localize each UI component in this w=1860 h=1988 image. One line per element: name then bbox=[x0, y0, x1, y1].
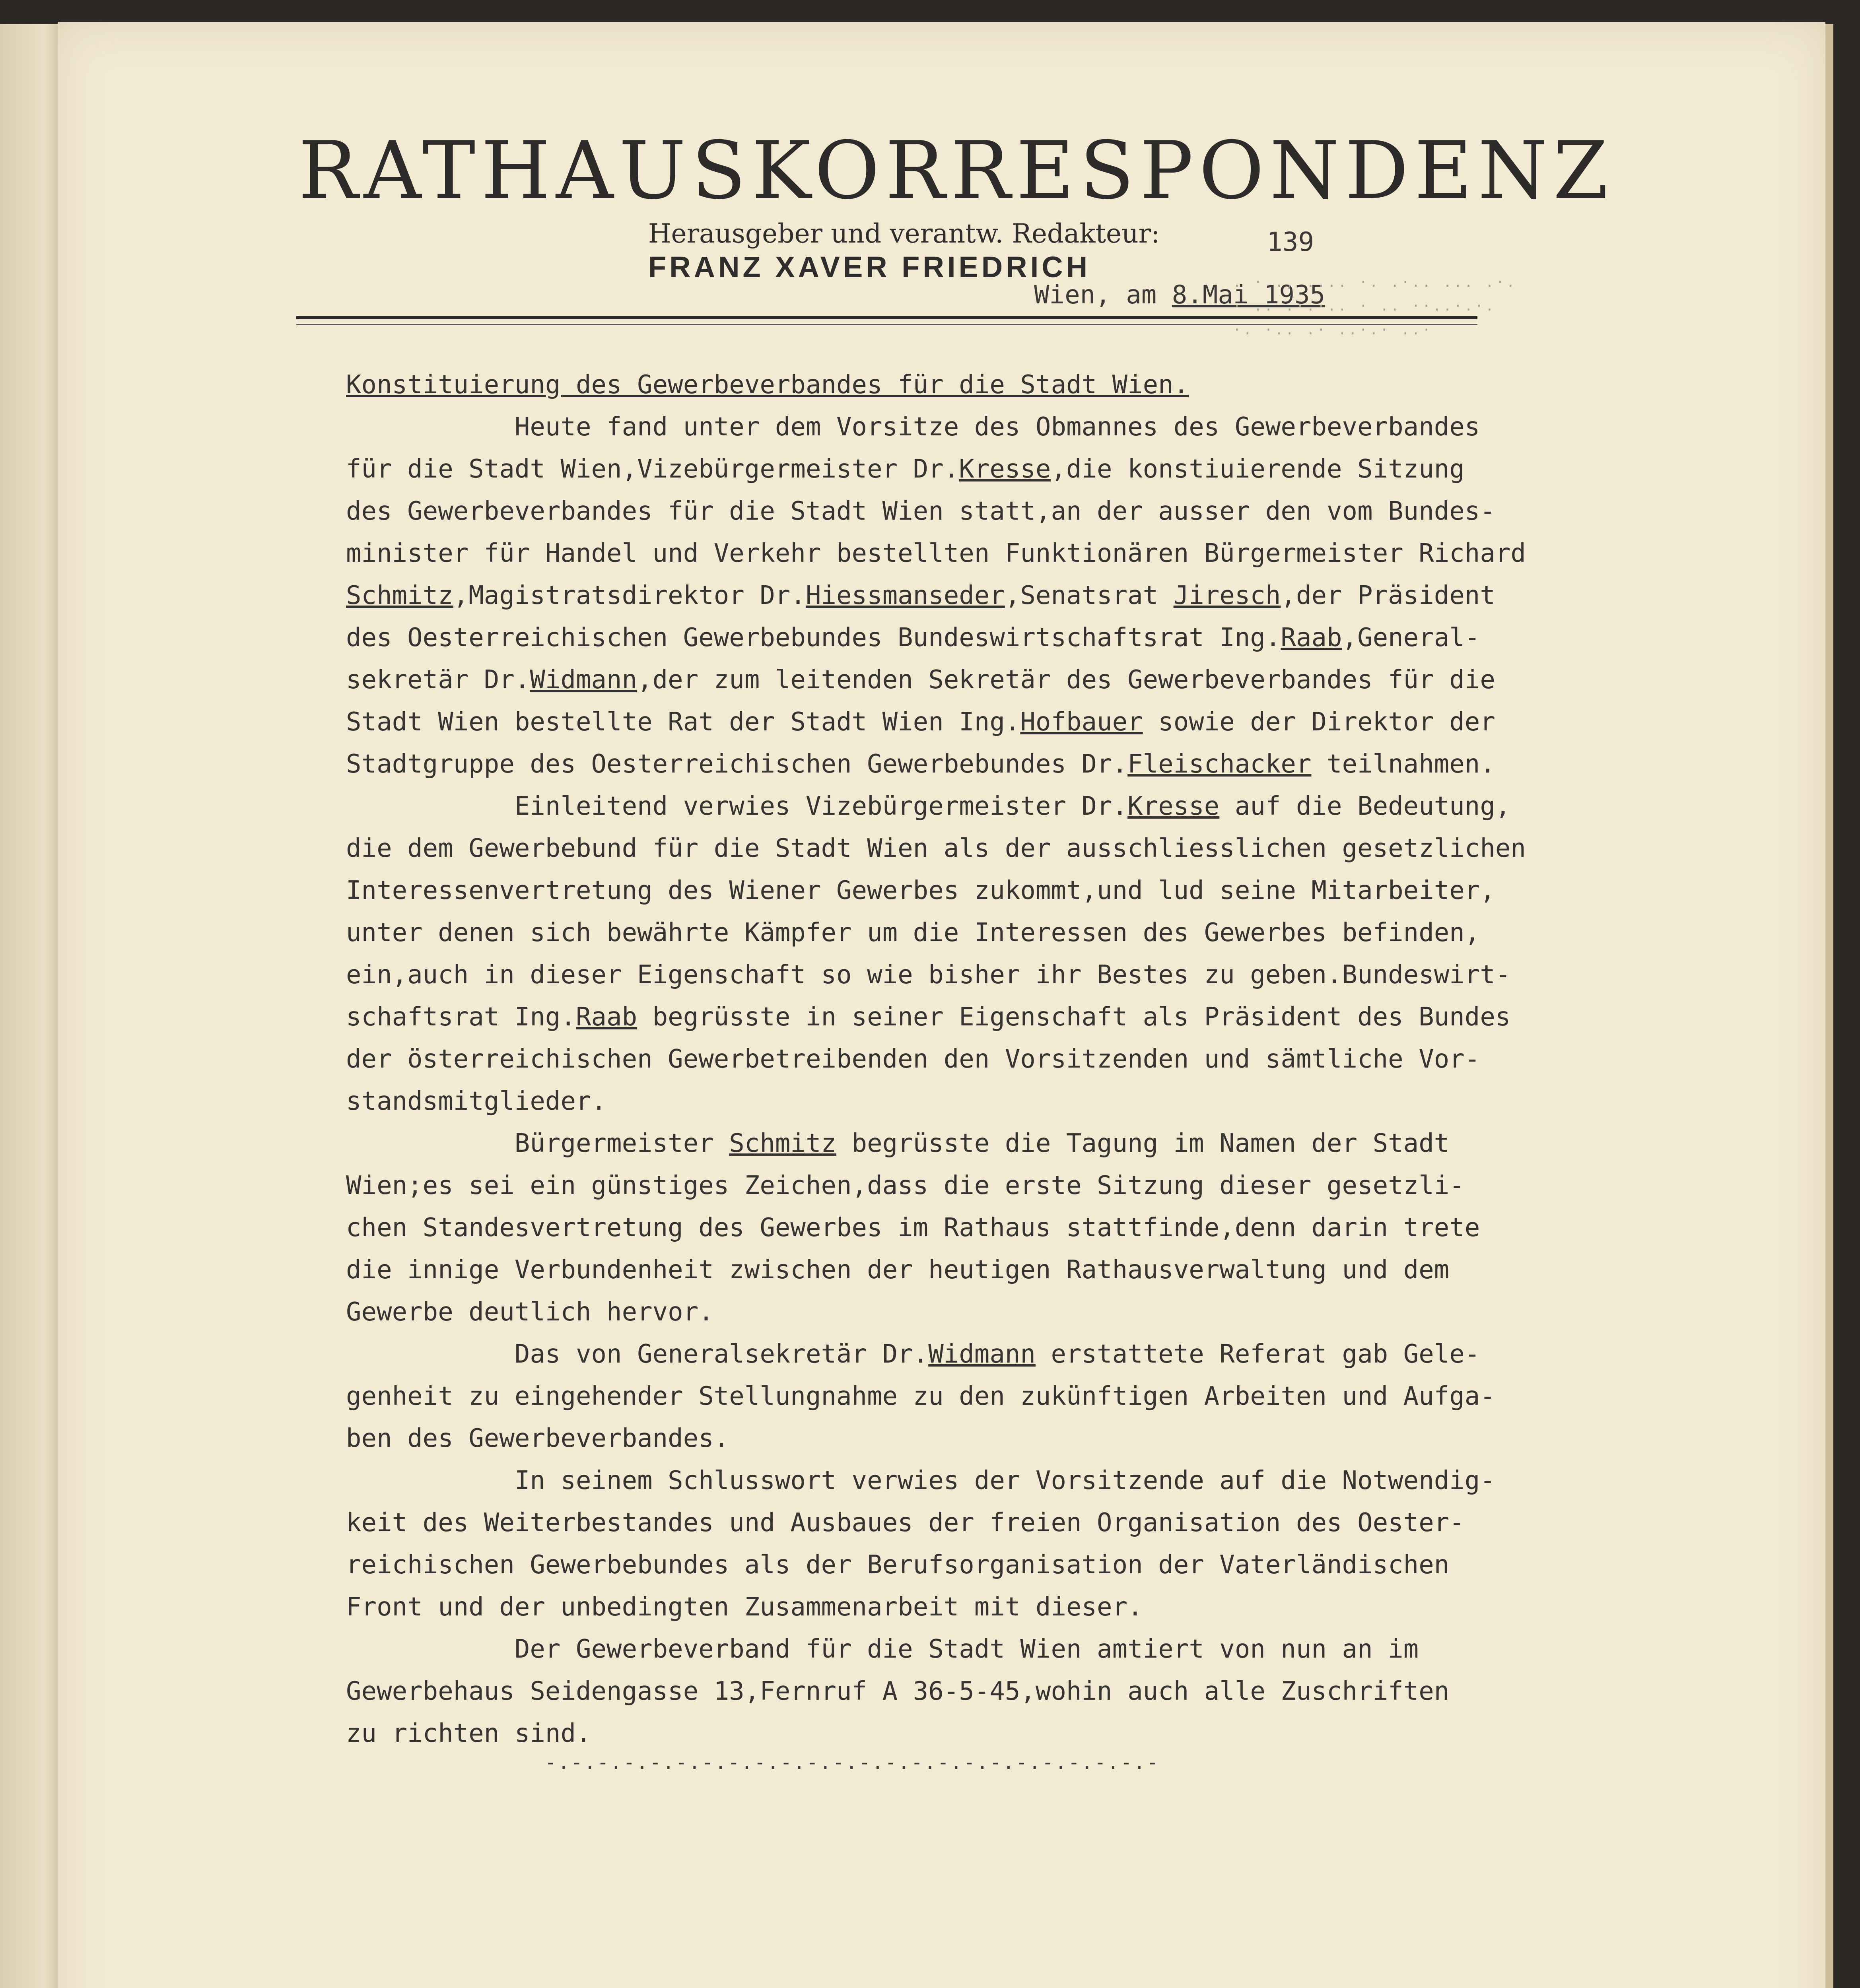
previous-page-edge bbox=[0, 24, 64, 1988]
name-raab: Raab bbox=[1281, 623, 1342, 652]
paragraph-3: Bürgermeister Schmitz begrüsste die Tagung im Namen der Stadt Wien;es sei ein günstiges Zeichen,dass die erste Sitzung dieser gesetzli- chen Standesvertretung des Gewerbes im Rathaus stattfinde,denn darin trete die innige Verbundenheit zwischen der heutigen Rathausverwaltung und dem Gewerbe deutlich hervor. bbox=[346, 1129, 1480, 1327]
name-widmann-2: Widmann bbox=[928, 1340, 1036, 1369]
article-body bbox=[346, 364, 1611, 1755]
page-shadow-edge bbox=[1825, 24, 1833, 1988]
masthead-editor: FRANZ XAVER FRIEDRICH bbox=[648, 250, 1091, 283]
date-value: 8.Mai 1935 bbox=[1172, 280, 1326, 310]
paragraph-6: Der Gewerbeverband für die Stadt Wien amtiert von nun an im Gewerbehaus Seidengasse 13,Fernruf A 36-5-45,wohin auch alle Zuschriften zu richten sind. bbox=[346, 1635, 1450, 1748]
name-jiresch: Jiresch bbox=[1173, 581, 1281, 610]
name-kresse-2: Kresse bbox=[1127, 792, 1220, 821]
masthead-subtitle: Herausgeber und verantw. Redakteur: bbox=[648, 218, 1160, 249]
end-mark: -.-.-.-.-.-.-.-.-.-.-.-.-.-.-.-.-.-.-.-.-.-.-.- bbox=[545, 1751, 1160, 1774]
name-fleischacker: Fleischacker bbox=[1127, 749, 1312, 779]
name-kresse: Kresse bbox=[959, 454, 1051, 484]
name-raab-2: Raab bbox=[575, 1002, 637, 1032]
paragraph-4: Das von Generalsekretär Dr.Widmann erstattete Referat gab Gele- genheit zu eingehender Stellungnahme zu den zukünftigen Arbeiten und Aufga- ben des Gewerbeverbandes. bbox=[346, 1340, 1495, 1453]
name-hiessmanseder: Hiessmanseder bbox=[805, 581, 1005, 610]
date-prefix: Wien, am bbox=[1034, 280, 1157, 310]
paragraph-1: Heute fand unter dem Vorsitze des Obmannes des Gewerbeverbandes für die Stadt Wien,Vizebürgermeister Dr.Kresse,die konstiuierende Sitzung des Gewerbeverbandes für die Stadt Wien statt,an der ausser den vom Bundes- minister für Handel und Verkehr bestellten Funktionären Bürgermeister Richard Schmitz,Magistratsdirektor Dr.Hiessmanseder,Senatsrat Jiresch,der Präsident des Oesterreichischen Gewerbebundes Bundeswirtschaftsrat Ing.Raab,General- sekretär Dr.Widmann,der zum leitenden Sekretär des Gewerbeverbandes für die Stadt Wien bestellte Rat der Stadt Wien Ing.Hofbauer sowie der Direktor der Stadtgruppe des Oesterreichischen Gewerbebundes Dr.Fleischacker teilnahmen. bbox=[346, 412, 1526, 779]
page-number: 139 bbox=[1267, 227, 1314, 257]
name-schmitz: Schmitz bbox=[346, 581, 453, 610]
paragraph-5: In seinem Schlusswort verwies der Vorsitzende auf die Notwendig- keit des Weiterbestandes und Ausbaues der freien Organisation des Oester- reichischen Gewerbebundes als der Berufsorganisation der Vaterländischen Front und der unbedingten Zusammenarbeit mit dieser. bbox=[346, 1466, 1495, 1622]
article-heading: Konstituierung des Gewerbeverbandes für die Stadt Wien. bbox=[346, 370, 1189, 400]
name-hofbauer: Hofbauer bbox=[1020, 707, 1143, 737]
stamp-smudge: . · ., .... ·. .·.. ... .·. · .. .·.·.. · .. ··..·.·. ·. ·.. .· ..·.· ..· bbox=[1233, 274, 1517, 338]
paragraph-2: Einleitend verwies Vizebürgermeister Dr.Kresse auf die Bedeutung, die dem Gewerbebund für die Stadt Wien als der ausschliesslichen gesetzlichen Interessenvertretung des Wiener Gewerbes zukommt,und lud seine Mitarbeiter, unter denen sich bewährte Kämpfer um die Interessen des Gewerbes befinden, ein,auch in dieser Eigenschaft so wie bisher ihr Bestes zu geben.Bundeswirt- schaftsrat Ing.Raab begrüsste in seiner Eigenschaft als Präsident des Bundes der österreichischen Gewerbetreibenden den Vorsitzenden und sämtliche Vor- standsmitglieder. bbox=[346, 792, 1526, 1116]
masthead-title: RATHAUSKORRESPONDENZ bbox=[298, 124, 1614, 217]
name-widmann: Widmann bbox=[530, 665, 637, 695]
name-schmitz-2: Schmitz bbox=[729, 1129, 836, 1158]
